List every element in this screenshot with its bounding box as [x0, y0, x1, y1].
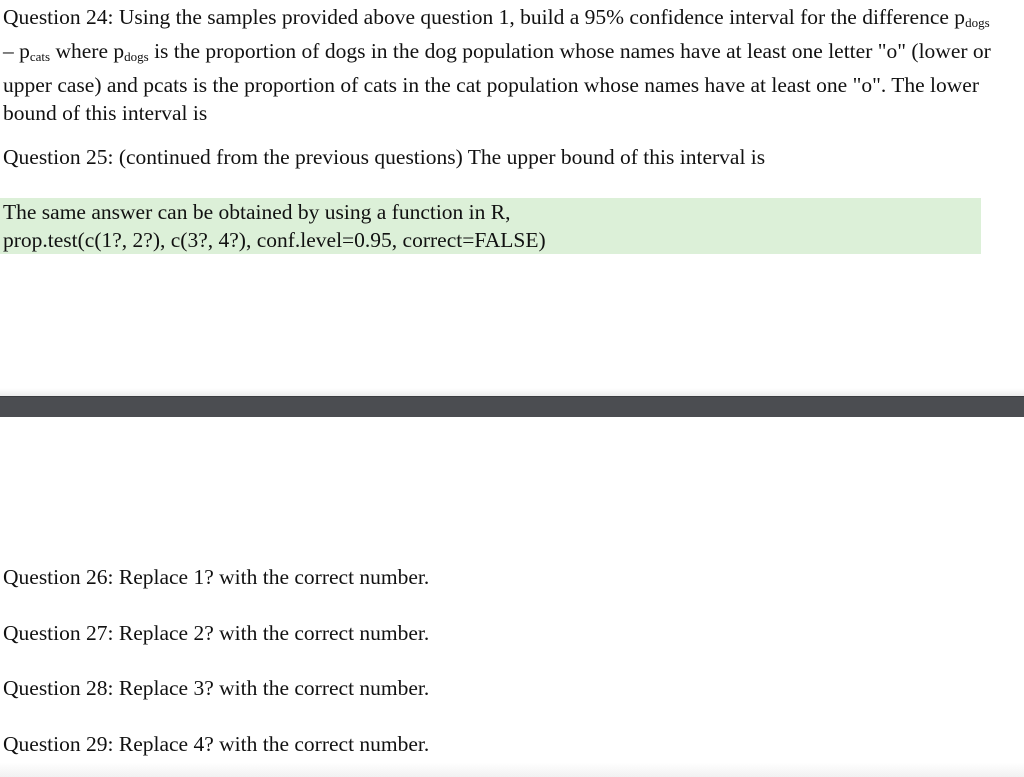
bottom-fade [0, 763, 1024, 777]
subscript-cats: cats [29, 49, 51, 64]
subscript-dogs-2: dogs [124, 49, 149, 64]
question-24-text-part2: where p [50, 39, 125, 63]
highlight-line-2-r-code: prop.test(c(1?, 2?), c(3?, 4?), conf.level=0.95, correct=FALSE) [3, 228, 546, 252]
question-29: Question 29: Replace 4? with the correct number. [3, 732, 430, 756]
subscript-dogs-1: dogs [965, 15, 990, 30]
question-24-text-part3: is the proportion of dogs in the dog population whose names have at least one letter "o" (lower or upper case) and pcats is the proportion of cats in the cat population whose names have at least one "o". The lower bound of this interval is [3, 39, 991, 125]
question-28: Question 28: Replace 3? with the correct number. [3, 676, 430, 700]
question-26: Question 26: Replace 1? with the correct number. [3, 565, 430, 589]
question-25: Question 25: (continued from the previous questions) The upper bound of this interval is [3, 145, 766, 169]
question-27: Question 27: Replace 2? with the correct number. [3, 621, 430, 645]
question-24 [3, 3, 993, 127]
minus-p: – p [3, 39, 30, 63]
highlighted-note [0, 198, 981, 254]
question-24-text-part1: Question 24: Using the samples provided above question 1, build a 95% confidence interval for the difference p [3, 5, 966, 29]
divider-shadow [0, 388, 1024, 396]
page-divider-bar [0, 396, 1024, 417]
highlight-line-1: The same answer can be obtained by using a function in R, [3, 200, 511, 224]
